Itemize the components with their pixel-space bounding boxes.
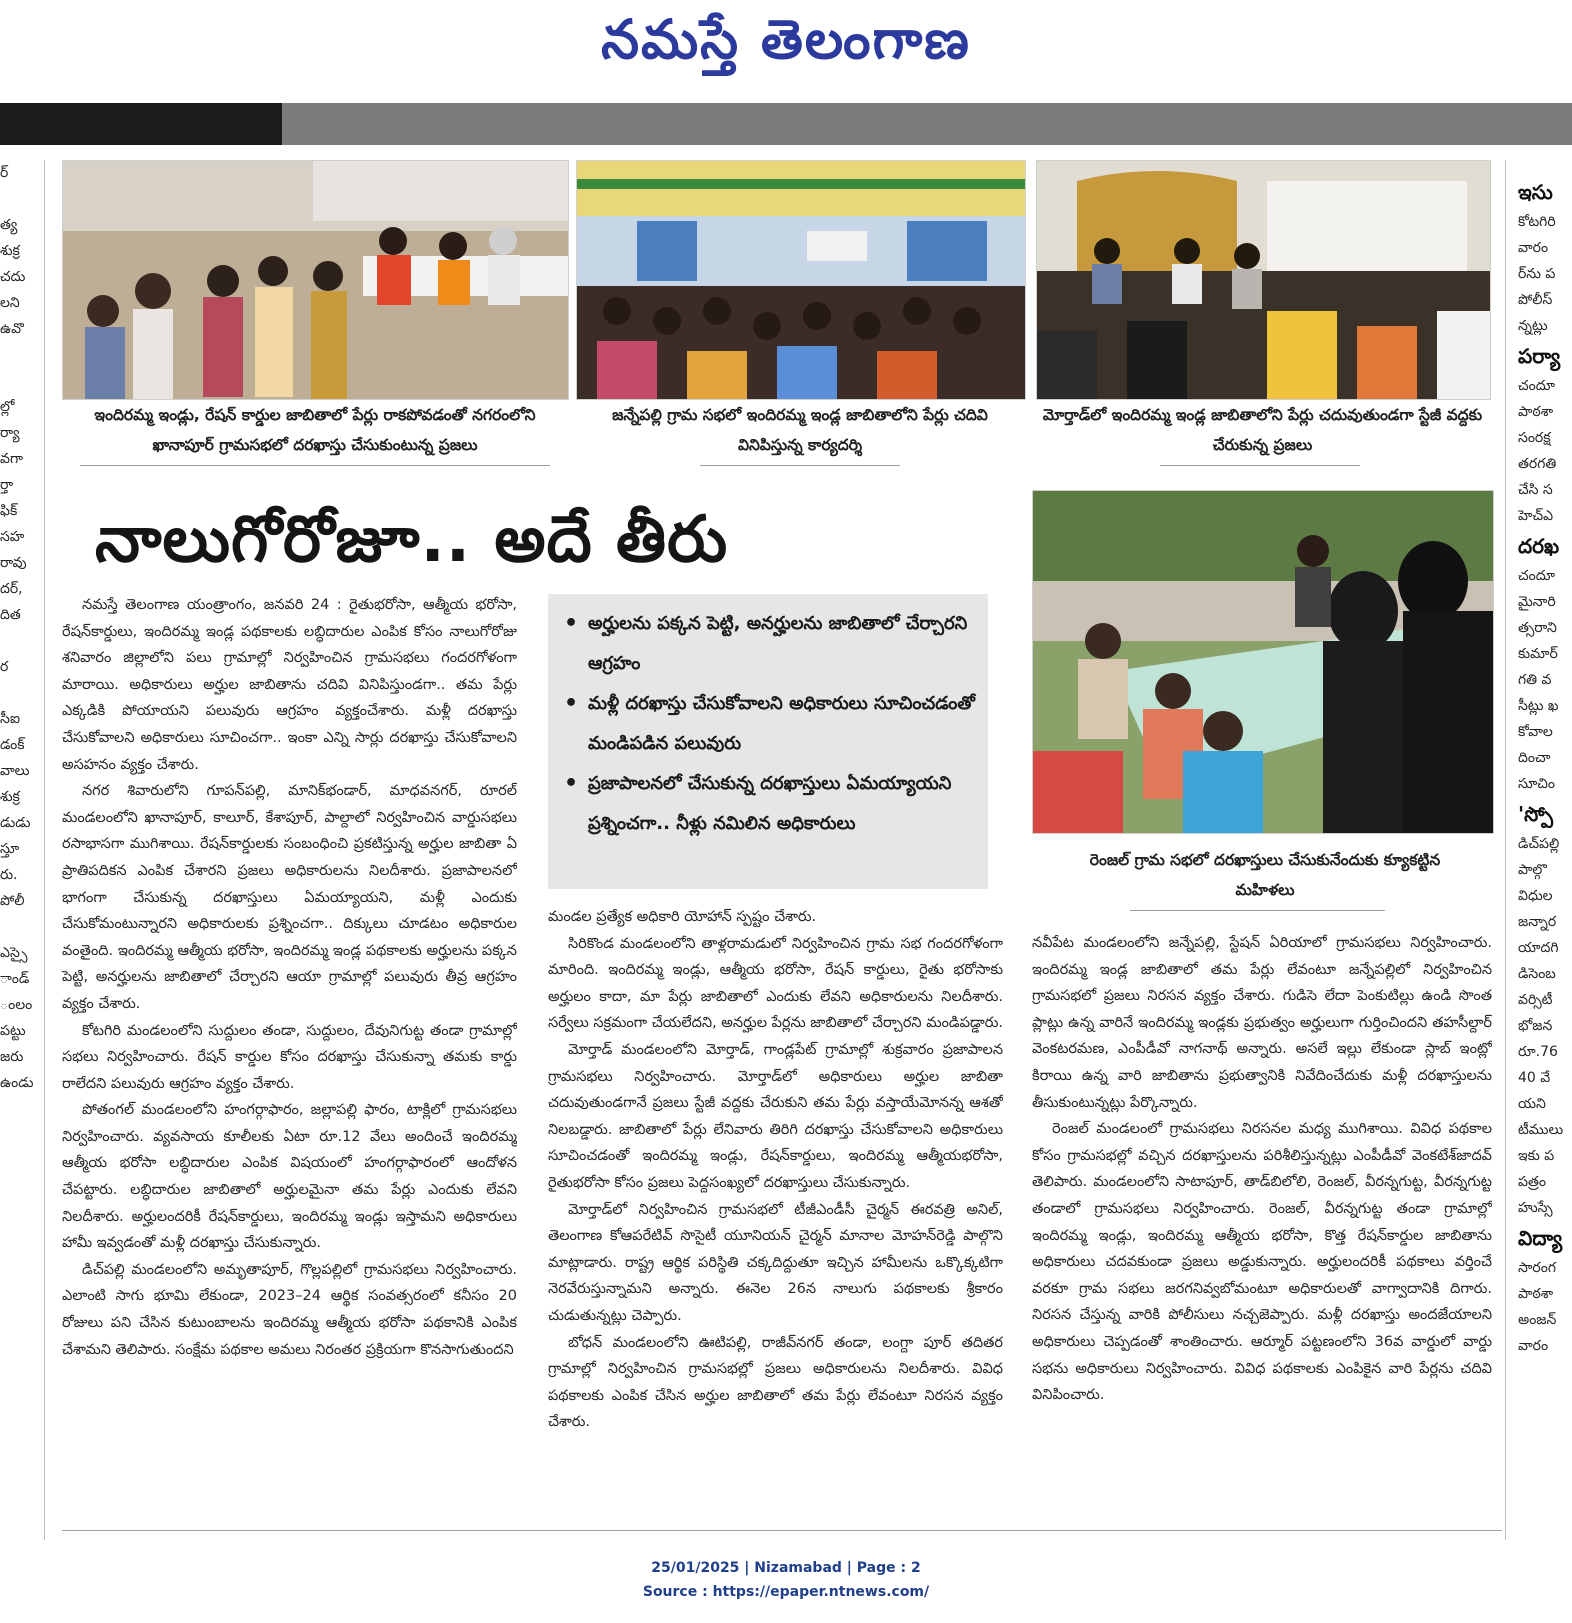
side-text-line: దించా [1518,750,1551,766]
side-text-line: దర్, [0,581,23,597]
side-text-line: పోలీ [0,893,25,909]
side-text-line [0,342,40,368]
caption-rule [700,465,900,466]
side-text-line: శుక్ర [0,243,20,259]
article-headline: నాలుగోరోజూ.. అదే తీరు [95,503,729,577]
photo-khanapur-grama-sabha [62,160,569,400]
side-text-block [1518,373,1572,529]
side-text-line: యని [1518,1096,1546,1112]
footer-source: Source : https://epaper.ntnews.com/ [642,1584,930,1600]
article-paragraph: మండల ప్రత్యేక అధికారి యోహాన్ స్పష్టం చేశారు. [548,909,817,925]
side-text-line: వగా [0,451,23,467]
side-text-line: మైనారి [1518,594,1556,610]
side-heading: దరఖ [1518,534,1560,558]
side-text-line [0,628,40,654]
side-text-line: సారంగ [1518,1260,1556,1276]
caption-rule [1130,910,1385,911]
side-text-line: చేసి స [1518,482,1553,498]
side-text-line: గతి వ [1518,672,1552,688]
side-text-line: వాలు [0,763,30,779]
side-heading: 'స్పో [1518,802,1554,826]
photo-caption: ఇందిరమ్మ ఇండ్లు, రేషన్ కార్డుల జాబితాలో పేర్లు రాకపోవడంతో నగరంలోని ఖానాపూర్ గ్రామసభలో దరఖాస్తు చేసుకుంటున్న ప్రజలు [94,406,536,454]
side-text-line: పట్టు [0,1023,26,1039]
side-text-line: కోటగిరి [1518,214,1556,230]
highlight-item: • మళ్లీ దరఖాస్తు చేసుకోవాలని అధికారులు సూచించడంతో మండిపడిన పలువురు [560,684,978,764]
side-text-line: ఎస్సై [0,945,28,961]
side-text-line: చదు [0,269,26,285]
article-column-2 [548,904,1003,1516]
side-text-line: స్తూ [0,841,20,857]
side-text-line: డుడు [0,815,31,831]
side-text-block [1518,1255,1572,1359]
side-text-line: తరగతి [1518,456,1557,472]
article-paragraph: మోర్తాడ్‌లో నిర్వహించిన గ్రామసభలో టీజీఎండీసీ చైర్మన్ ఈరవత్రి అనిల్, తెలంగాణ కోఆపరేటివ్ సొసైటీ యూనియన్ చైర్మన్ మానాల మోహన్‌రెడ్డి పాల్గొని మాట్లాడారు. రాష్ట్ర ఆర్థిక పరిస్థితి చక్కదిద్దుతూ ఇచ్చిన హామీలను ఒక్కొక్కటిగా నెరవేరుస్తున్నామని అన్నారు. ఈనెల 26న నాలుగు పథకాలకు శ్రీకారం చుడుతున్నట్లు చెప్పారు. [548,1201,1003,1324]
side-text-line: ాండ్ [0,971,30,987]
side-text-line: పత్రం [1518,1174,1546,1190]
column-divider [1505,160,1506,1540]
side-text-line: న్నట్లు [1518,318,1548,334]
side-text-line: భోజన [1518,1018,1553,1034]
side-text-line: సీట్లు ఖ [1518,698,1559,714]
page-bottom-rule [62,1530,1502,1531]
side-text-block [1518,563,1572,797]
article-paragraph: మోర్తాడ్ మండలంలోని మోర్తాడ్, గాండ్లపేట్ గ్రామాల్లో శుక్రవారం ప్రజాపాలన గ్రామసభలు నిర్వహించారు. మోర్తాడ్‌లో అధికారులు అర్హుల జాబితా చదువుతుండగానే ప్రజలు స్టేజీ వద్దకు చేరుకుని తమ పేర్లు వస్తాయేమోనన్న ఆశతో నిలబడ్డారు. జాబితాలో పేర్లు లేనివారు తిరిగి దరఖాస్తు చేసుకోవాలని అధికారులు సూచించడంతో ఇందిరమ్మ ఇండ్లు, రేషన్‌కార్డులు, ఇందిరమ్మ ఆత్మీయభరోసా, రైతుభరోసా కోసం ప్రజలు పెద్దసంఖ్యలో దరఖాస్తులు చేసుకున్నారు. [548,1041,1003,1191]
right-adjacent-column [1518,175,1572,1540]
photo-jannepalli-grama-sabha [576,160,1026,400]
side-text-line: 40 వే [1518,1070,1551,1086]
side-text-line: రావు [0,555,27,571]
article-paragraph: నవీపేట మండలంలోని జన్నేపల్లి, స్టేషన్ ఏరియాలో గ్రామసభలు నిర్వహించారు. ఇందిరమ్మ ఇండ్ల జాబితాలో తమ పేర్లు లేవంటూ జన్నేపల్లిలో నిర్వహించిన గ్రామసభలో ప్రజలు నిరసన వ్యక్తం చేశారు. గుడిసె లేదా పెంకుటిల్లు ఉండి సొంత ప్లాట్లు ఉన్న వారినే ఇందిరమ్మ ఇండ్లకు ప్రభుత్వం అర్హులుగా గుర్తించిందని తహసీల్దార్ వెంకటరమణ, ఎంపీడీవో నాగనాథ్ అన్నారు. అసలే ఇల్లు లేకుండా స్లాబ్ ఇంట్లో కిరాయి ఉన్న వారి జాబితాను ప్రభుత్వానికి నివేదించేదుకు మళ్లీ దరఖాస్తులను తీసుకుంటున్నట్లు పేర్కొన్నారు. [1032,935,1492,1111]
side-text-line: ర్ [0,165,9,181]
side-text-line: రూ.76 [1518,1044,1558,1060]
side-text-line: డంక్ [0,737,25,753]
photo-renjal-women-queue [1032,490,1494,834]
side-text-line: కుమార్ [1518,646,1558,662]
header-bar [282,103,1572,145]
side-text-line: జన్నార [1518,914,1557,930]
article-paragraph: బోధన్ మండలంలోని ఊటిపల్లి, రాజీవ్‌నగర్ తండా, లంగ్దా పూర్ తదితర గ్రామాల్లో నిర్వహించిన గ్రామసభల్లో ప్రజలు అధికారులను నిలదీశారు. వివిధ పథకాలకు ఎంపిక చేసిన అర్హుల జాబితాలో తమ పేర్లు లేవంటూ నిరసన వ్యక్తం చేశారు. [548,1334,1003,1431]
side-text-line: ఇకు ప [1518,1148,1555,1164]
side-text-line: ఉవొ [0,321,24,337]
side-text-line: డిసెంబ [1518,966,1556,982]
side-text-line: చందూ [1518,568,1555,584]
side-text-line: ర్‌ను ప [1518,266,1556,282]
article-column-1 [62,592,517,1517]
side-text-line: వారం [1518,240,1549,256]
side-text-line: ల్లో [0,399,15,415]
footer-dateline: 25/01/2025 | Nizamabad | Page : 2 [651,1560,921,1576]
caption-rule [80,465,550,466]
side-text-line: సీఐ [0,711,21,727]
left-adjacent-column [0,160,40,1540]
side-text-line: సూచిం [1518,776,1556,792]
article-paragraph: నమస్తే తెలంగాణ యంత్రాంగం, జనవరి 24 : రైతుభరోసా, ఆత్మీయ భరోసా, రేషన్‌కార్డులు, ఇందిరమ్మ ఇండ్ల పథకాలకు లబ్ధిదారుల ఎంపిక కోసం నాలుగోరోజు శనివారం జిల్లాలోని పలు గ్రామాల్లో నిర్వహించిన గ్రామసభలు గందరగోళంగా మారాయి. అధికారులు అర్హుల జాబితాను చదివి వినిపిస్తుండగా.. తమ పేర్లు ఎక్కడికి పోయాయని పలువురు ఆగ్రహం వ్యక్తంచేశారు. మళ్లీ దరఖాస్తు చేసుకోవాలని అధికారులు సూచించగా.. ఇంకా ఎన్ని సార్లు దరఖాస్తు చేసుకోవాలని అసహనం వ్యక్తం చేశారు. [62,597,517,773]
header-bar-left [0,103,285,145]
side-text-line: డిచ్‌పల్లి [1518,836,1560,852]
side-text-line: వారం [1518,1338,1549,1354]
newspaper-masthead: నమస్తే తెలంగాణ [601,8,971,71]
side-text-line: వర్సిటీ [1518,992,1553,1008]
article-column-3 [1032,930,1492,1516]
side-text-line: సంరక్ష [1518,430,1551,446]
side-text-line: శుక్ర [0,789,20,805]
side-text-line: ర్యా [0,425,20,441]
side-text-line: పోలీస్ [1518,292,1553,308]
column-divider [44,160,45,1540]
side-text-line: ఉండు [0,1075,34,1091]
side-heading: పర్యా [1518,344,1561,368]
photo-caption: మోర్తాడ్‌లో ఇందిరమ్మ ఇండ్ల జాబితాలోని పేర్లు చదువుతుండగా స్టేజీ వద్దకు చేరుకున్న ప్రజలు [1042,406,1483,454]
side-text-block [1518,831,1572,1221]
side-text-line: త్య [0,217,18,233]
photo-mortad-grama-sabha [1036,160,1491,400]
side-text-line: సహ [0,529,25,545]
article-paragraph: సిరికొండ మండలంలోని తాళ్లరామడులో నిర్వహించిన గ్రామ సభ గందరగోళంగా మారింది. ఇందిరమ్మ ఇండ్లు, ఆత్మీయ భరోసా, రేషన్ కార్డులు, రైతు భరోసాకు అర్హులం కాదా, మా పేర్లు జాబితాలో ఎందుకు లేవని అధికారులను నిలదీశారు. సర్వేలు సక్రమంగా చేయలేదని, అనర్హుల పేర్లను జాబితాలో చేర్చారని మండిపడ్డారు. [548,935,1003,1032]
article-paragraph: నగర శివారులోని గూపన్‌పల్లి, మానిక్‌భండార్, మాధవనగర్, రూరల్ మండలంలోని ఖానాపూర్, కాలూర్, కేశాపూర్, పాల్దాలో నిర్వహించిన వార్డుసభలు రసాభాసగా ముగిశాయి. రేషన్‌కార్డులకు సంబంధించి ప్రకటిస్తున్న అర్హుల జాబితా ఏ ప్రాతిపదికన ఎంపిక చేశారని ప్రజలు అధికారులను నిలదీశారు. ప్రజాపాలనలో భాగంగా చేసుకున్న దరఖాస్తులు ఏమయ్యాయని, మళ్లీ ఎందుకు చేసుకోమంటున్నారని అధికారులకు ప్రశ్నించగా.. దిక్కులు చూడటం అధికారుల వంతైంది. ఇందిరమ్మ ఆత్మీయ భరోసా, ఇందిరమ్మ ఇండ్ల పథకాలకు అర్హులను పక్కన పెట్టి, అనర్హులను జాబితాలో చేర్చారని ఆయా గ్రామాల్లో పలువురు తీవ్ర ఆగ్రహం వ్యక్తం చేశారు. [62,783,517,1012]
side-text-line: అంజన్ [1518,1312,1557,1328]
side-text-line: విధుల [1518,888,1553,904]
side-heading: ఇసు [1518,180,1553,204]
side-text-line: ర్తా [0,477,14,493]
side-text-line: త్సరాని [1518,620,1557,636]
side-text-line: ఫిక్ [0,503,18,519]
side-text-line: హుస్సే [1518,1200,1553,1216]
side-text-line: పాఠశా [1518,1286,1554,1302]
highlights-box [548,594,988,889]
side-text-line: ర [0,659,9,675]
side-text-line: ంలం [0,997,33,1013]
side-text-line: పాల్గొ [1518,862,1547,878]
side-text-line: జరు [0,1049,24,1065]
side-text-line: చందూ [1518,378,1555,394]
side-text-line [0,186,40,212]
side-text-line: దిత [0,607,21,623]
side-text-line [0,680,40,706]
side-text-block [1518,209,1572,339]
article-paragraph: కోటగిరి మండలంలోని సుద్దులం తండా, సుద్దులం, దేవునిగుట్ట తండా గ్రామాల్లో సభలు నిర్వహించారు. రేషన్ కార్డుల కోసం దరఖాస్తు చేసుకున్నా తమకు కార్డు రాలేదని పలువురు ఆగ్రహం వ్యక్తం చేశారు. [62,1022,517,1092]
highlight-item: • అర్హులను పక్కన పెట్టి, అనర్హులను జాబితాలో చేర్చారని ఆగ్రహం [560,604,978,684]
side-text-line: కోవాల [1518,724,1553,740]
side-text-line: పాఠశా [1518,404,1554,420]
article-paragraph: రెంజల్ మండలంలో గ్రామసభలు నిరసనల మధ్య ముగిశాయి. వివిధ పథకాల కోసం గ్రామసభల్లో వచ్చిన దరఖాస్తులను పరిశీలిస్తున్నట్లు ఎంపీడీవో వెంకటేశ్‌జాదవ్ తెలిపారు. మండలంలోని సాటాపూర్, తాడ్‌బిలోలి, రెంజల్, వీరన్నగుట్ట, వీరన్నగుట్ట తండాలో గ్రామసభలు నిర్వహించారు. రెంజల్, వీరన్నగుట్ట తండా గ్రామాల్లో ఇందిరమ్మ ఇండ్లు, ఇందిరమ్మ ఆత్మీయ భరోసా, కొత్త రేషన్‌కార్డుల జాబితాను అధికారులు చదవకుండా ప్రజలు అడ్డుకున్నారు. అర్హులందరికీ పథకాలు వర్తించే వరకూ గ్రామ సభలు జరగనివ్వబోమంటూ అధికారులతో వాగ్వాదానికి దిగారు. నిరసన చేస్తున్న వారికి పోలీసులు నచ్చజెప్పారు. మళ్లీ దరఖాస్తు అందజేయాలని అధికారులు చెప్పడంతో శాంతించారు. ఆర్మూర్ పట్టణంలోని 36వ వార్డులో వార్డు సభను అధికారులు నిర్వహించారు. వివిధ పథకాలకు ఎంపికైన వారి పేర్లను చదివి వినిపించారు. [1032,1121,1492,1404]
side-text-line [0,914,40,940]
photo-caption: జన్నేపల్లి గ్రామ సభలో ఇందిరమ్మ ఇండ్ల జాబితాలోని పేర్లు చదివి వినిపిస్తున్న కార్యదర్శి [612,406,988,454]
side-text-line: లని [0,295,20,311]
photo-caption: రెంజల్ గ్రామ సభలో దరఖాస్తులు చేసుకునేందుకు క్యూకట్టిన మహిళలు [1089,851,1441,899]
side-text-line: యాదగి [1518,940,1559,956]
side-text-line: టీములు [1518,1122,1564,1138]
article-paragraph: పోతంగల్ మండలంలోని హంగర్గాఫారం, జల్లాపల్లి ఫారం, టాక్లిలో గ్రామసభలు నిర్వహించారు. వ్యవసాయ కూలీలకు ఏటా రూ.12 వేలు అందించే ఇందిరమ్మ ఆత్మీయ భరోసా లబ్ధిదారుల ఎంపిక విషయంలో హంగర్గాఫారంలో ఆందోళన చేపట్టారు. లబ్ధిదారుల జాబితాలో అర్హులమైనా తమ పేర్లు ఎందుకు లేవని నిలదీశారు. అర్హులందరికీ రేషన్‌కార్డులు, ఇందిరమ్మ ఇండ్లు ఇస్తామని అధికారులు హామీ ఇవ్వడంతో మళ్లీ దరఖాస్తు చేసుకున్నారు. [62,1102,517,1252]
caption-rule [1160,465,1360,466]
highlight-item: • ప్రజాపాలనలో చేసుకున్న దరఖాస్తులు ఏమయ్యాయని ప్రశ్నించగా.. నీళ్లు నమిలిన అధికారులు [560,764,978,844]
side-text-line: హెచ్ఎ [1518,508,1554,524]
article-paragraph: డిచ్‌పల్లి మండలంలోని అమృతాపూర్, గొల్లపల్లిలో గ్రామసభలు నిర్వహించారు. ఎలాంటి సాగు భూమి లేకుండా, 2023–24 ఆర్థిక సంవత్సరంలో కనీసం 20 రోజులు పని చేసిన కుటుంబాలను ఇందిరమ్మ ఆత్మీయ భరోసా పథకానికి ఎంపిక చేశామని తెలిపారు. సంక్షేమ పథకాల అమలు నిరంతర ప్రక్రియగా కొనసాగుతుందని [62,1261,517,1358]
side-heading: విద్యా [1518,1226,1563,1250]
side-text-line [0,368,40,394]
side-text-line: రు. [0,867,18,883]
